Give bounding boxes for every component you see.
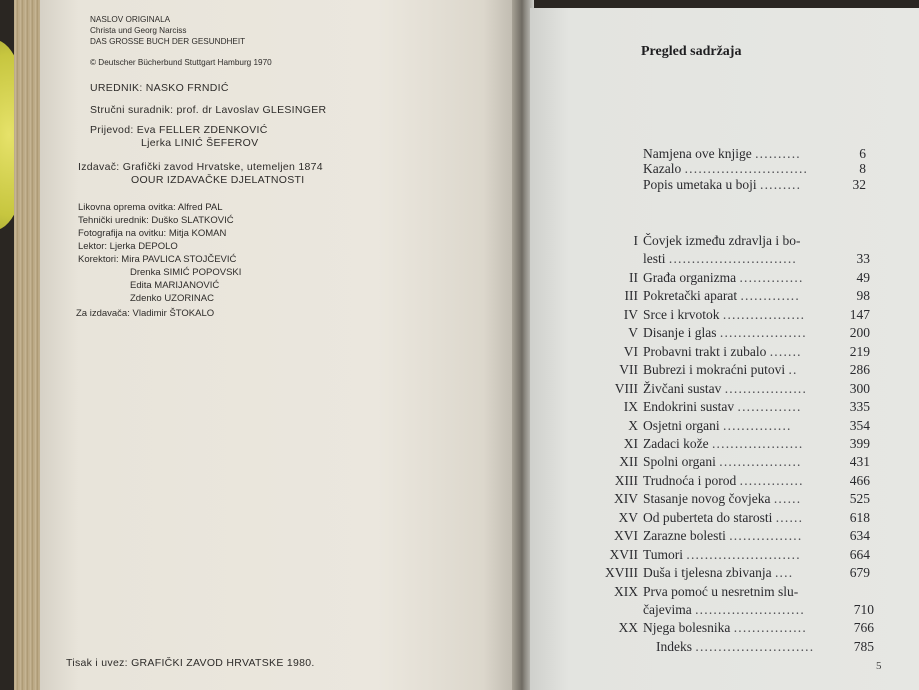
credit-cover-photo: Fotografija na ovitku: Mitja KOMAN bbox=[78, 228, 227, 239]
toc-chapter-numeral: IV bbox=[623, 306, 638, 322]
toc-leader-dots: .................. bbox=[724, 380, 808, 396]
toc-chapter-numeral: III bbox=[624, 288, 638, 304]
toc-entry-title: Osjetni organi bbox=[643, 417, 720, 433]
editor-line: UREDNIK: NASKO FRNDIĆ bbox=[90, 82, 229, 94]
original-authors-line: Christa und Georg Narciss bbox=[90, 26, 187, 35]
credit-for-publisher: Za izdavača: Vladimir ŠTOKALO bbox=[76, 308, 215, 319]
toc-leader-dots: ................... bbox=[719, 325, 807, 341]
toc-chapter-numeral: XVIII bbox=[605, 565, 638, 581]
toc-entry-title: Stasanje novog čovjeka bbox=[643, 491, 771, 507]
toc-entry bbox=[643, 601, 805, 619]
page-number: 5 bbox=[876, 660, 882, 672]
toc-chapter-numeral: VII bbox=[619, 362, 638, 378]
printer-line: Tisak i uvez: GRAFIČKI ZAVOD HRVATSKE 1980. bbox=[66, 657, 315, 669]
toc-entry bbox=[643, 619, 807, 637]
toc-entry-title: Spolni organi bbox=[643, 454, 716, 470]
toc-entry bbox=[643, 435, 803, 453]
toc-entry bbox=[643, 509, 803, 527]
toc-chapter-numeral: XX bbox=[618, 620, 638, 636]
toc-entry bbox=[643, 398, 802, 416]
toc-chapter-numeral: V bbox=[628, 325, 638, 341]
toc-entry bbox=[643, 250, 797, 268]
toc-leader-dots: ......... bbox=[760, 177, 802, 192]
toc-page-number: 32 bbox=[852, 177, 866, 192]
toc-page-number: 200 bbox=[849, 325, 870, 341]
toc-entry bbox=[643, 269, 804, 287]
toc-page-number: 300 bbox=[849, 380, 870, 396]
toc-page-number: 399 bbox=[849, 435, 870, 451]
toc-leader-dots: ......................... bbox=[686, 546, 801, 562]
toc-leader-dots: ...... bbox=[775, 509, 804, 525]
toc-entry bbox=[643, 417, 792, 435]
toc-entry-title: Zarazne bolesti bbox=[643, 528, 726, 544]
toc-leader-dots: .............. bbox=[739, 472, 804, 488]
toc-entry-title: Pokretački aparat bbox=[643, 288, 738, 304]
publisher-line-2: OOUR IZDAVAČKE DJELATNOSTI bbox=[131, 174, 305, 186]
toc-entry bbox=[643, 453, 802, 471]
toc-leader-dots: ........................ bbox=[695, 602, 805, 617]
toc-leader-dots: ....... bbox=[769, 343, 802, 359]
toc-page-number: 8 bbox=[859, 161, 866, 176]
toc-entry-title: Njega bolesnika bbox=[643, 620, 731, 636]
toc-entry-title: Čovjek između zdravlja i bo- bbox=[643, 233, 801, 248]
toc-entry-title: Prva pomoć u nesretnim slu- bbox=[643, 583, 799, 599]
toc-page-number: 147 bbox=[849, 306, 870, 322]
toc-entry-title: čajevima bbox=[643, 602, 692, 617]
toc-title: Pregled sadržaja bbox=[641, 44, 742, 59]
toc-leader-dots: .................. bbox=[722, 306, 806, 322]
toc-page-number: 286 bbox=[849, 362, 870, 378]
toc-leader-dots: .................... bbox=[711, 435, 804, 451]
toc-page-number: 219 bbox=[849, 343, 870, 359]
toc-page-number: 98 bbox=[856, 288, 870, 304]
toc-chapter-numeral: II bbox=[629, 269, 638, 285]
toc-entry-title: Srce i krvotok bbox=[643, 306, 720, 322]
toc-leader-dots: ............. bbox=[740, 288, 800, 304]
toc-entry bbox=[643, 564, 793, 582]
original-title-block bbox=[90, 14, 245, 47]
toc-entry-title: Endokrini sustav bbox=[643, 399, 735, 415]
toc-leader-dots: ........................... bbox=[684, 161, 809, 176]
toc-entry-title: Živčani sustav bbox=[643, 380, 722, 396]
toc-entry-title: Probavni trakt i zubalo bbox=[643, 343, 767, 359]
copyright-line: © Deutscher Bücherbund Stuttgart Hamburg 1970 bbox=[90, 58, 272, 67]
toc-entry bbox=[643, 232, 800, 250]
toc-page-number: 335 bbox=[849, 399, 870, 415]
toc-leader-dots: .................. bbox=[719, 454, 802, 470]
toc-entry-title: Bubrezi i mokraćni putovi bbox=[643, 362, 786, 378]
toc-entry bbox=[643, 583, 798, 601]
credit-cover-design: Likovna oprema ovitka: Alfred PAL bbox=[78, 202, 223, 213]
toc-entry bbox=[643, 306, 805, 324]
toc-page-number: 785 bbox=[853, 638, 874, 654]
toc-page-number: 49 bbox=[856, 269, 870, 285]
toc-entry-title: Zadaci kože bbox=[643, 435, 709, 451]
toc-chapter-numeral: XIII bbox=[614, 472, 638, 488]
toc-leader-dots: .............. bbox=[737, 399, 802, 415]
toc-entry-title: Duša i tjelesna zbivanja bbox=[643, 565, 772, 581]
toc-entry bbox=[656, 638, 814, 656]
toc-page-number: 6 bbox=[859, 146, 866, 161]
translation-line-1: Prijevod: Eva FELLER ZDENKOVIĆ bbox=[90, 124, 268, 136]
toc-entry bbox=[643, 546, 801, 564]
toc-leader-dots: ............... bbox=[723, 417, 792, 433]
toc-chapter-numeral: XII bbox=[619, 454, 638, 470]
toc-entry bbox=[643, 490, 801, 508]
toc-leader-dots: ............................ bbox=[668, 251, 797, 267]
toc-entry-title: lesti bbox=[643, 251, 666, 267]
toc-entry-title: Popis umetaka u boji bbox=[643, 177, 757, 192]
toc-leader-dots: .......................... bbox=[695, 638, 815, 654]
toc-page-number: 634 bbox=[849, 528, 870, 544]
credit-corrector-2: Drenka SIMIĆ POPOVSKI bbox=[130, 267, 242, 278]
toc-entry-title: Trudnoća i porod bbox=[643, 472, 737, 488]
translation-line-2: Ljerka LINIĆ ŠEFEROV bbox=[141, 137, 259, 149]
original-title-line: NASLOV ORIGINALA bbox=[90, 15, 171, 24]
toc-leader-dots: .......... bbox=[755, 146, 801, 161]
toc-page-number: 679 bbox=[849, 565, 870, 581]
credit-correctors: Korektori: Mira PAVLICA STOJČEVIĆ bbox=[78, 254, 237, 265]
toc-page-number: 766 bbox=[853, 620, 874, 636]
toc-entry bbox=[643, 287, 800, 305]
toc-leader-dots: ................ bbox=[729, 528, 803, 544]
toc-leader-dots: ...... bbox=[773, 491, 802, 507]
original-book-title-line: DAS GROSSE BUCH DER GESUNDHEIT bbox=[90, 37, 246, 46]
toc-chapter-numeral: IX bbox=[623, 399, 638, 415]
toc-entry-title: Kazalo bbox=[643, 161, 682, 176]
toc-leader-dots: .............. bbox=[739, 269, 804, 285]
credit-corrector-4: Zdenko UZORINAC bbox=[130, 293, 214, 304]
toc-page-number: 618 bbox=[849, 509, 870, 525]
toc-chapter-numeral: X bbox=[628, 417, 638, 433]
toc-chapter-numeral: XV bbox=[618, 509, 638, 525]
publisher-line-1: Izdavač: Grafički zavod Hrvatske, utemeljen 1874 bbox=[78, 161, 323, 173]
toc-page-number: 710 bbox=[853, 602, 874, 617]
toc-entry bbox=[643, 324, 807, 342]
toc-page-number: 466 bbox=[849, 472, 870, 488]
toc-chapter-numeral: XIV bbox=[614, 491, 638, 507]
toc-entry bbox=[643, 472, 804, 490]
toc-page-number: 354 bbox=[849, 417, 870, 433]
toc-chapter-numeral: XVII bbox=[609, 546, 638, 562]
toc-page-number: 664 bbox=[849, 546, 870, 562]
toc-chapter-numeral: VI bbox=[623, 343, 638, 359]
toc-leader-dots: ................ bbox=[733, 620, 807, 636]
toc-page-number: 33 bbox=[856, 251, 870, 267]
toc-page-number: 525 bbox=[849, 491, 870, 507]
toc-entry-title: Indeks bbox=[656, 638, 692, 654]
toc-entry bbox=[643, 527, 802, 545]
credit-technical-editor: Tehnički urednik: Duško SLATKOVIĆ bbox=[78, 215, 234, 226]
credit-lector: Lektor: Ljerka DEPOLO bbox=[78, 241, 178, 252]
toc-chapter-numeral: XI bbox=[623, 435, 638, 451]
toc-page-number: 431 bbox=[849, 454, 870, 470]
toc-entry-title: Disanje i glas bbox=[643, 325, 717, 341]
toc-entry-title: Namjena ove knjige bbox=[643, 146, 752, 161]
toc-chapter-numeral: VIII bbox=[614, 380, 638, 396]
toc-leader-dots: .. bbox=[788, 362, 798, 378]
toc-entry bbox=[643, 361, 798, 379]
associate-line: Stručni suradnik: prof. dr Lavoslav GLESINGER bbox=[90, 104, 327, 116]
toc-entry bbox=[643, 343, 802, 361]
toc-entry bbox=[643, 380, 807, 398]
credit-corrector-3: Edita MARIJANOVIĆ bbox=[130, 280, 220, 291]
toc-entry-title: Građa organizma bbox=[643, 269, 737, 285]
toc-chapter-numeral: XVI bbox=[614, 528, 638, 544]
toc-entry-title: Tumori bbox=[643, 546, 684, 562]
toc-entry-title: Od puberteta do starosti bbox=[643, 509, 773, 525]
toc-chapter-numeral: I bbox=[633, 233, 638, 248]
toc-leader-dots: .... bbox=[774, 565, 794, 581]
toc-chapter-numeral: XIX bbox=[614, 583, 638, 599]
